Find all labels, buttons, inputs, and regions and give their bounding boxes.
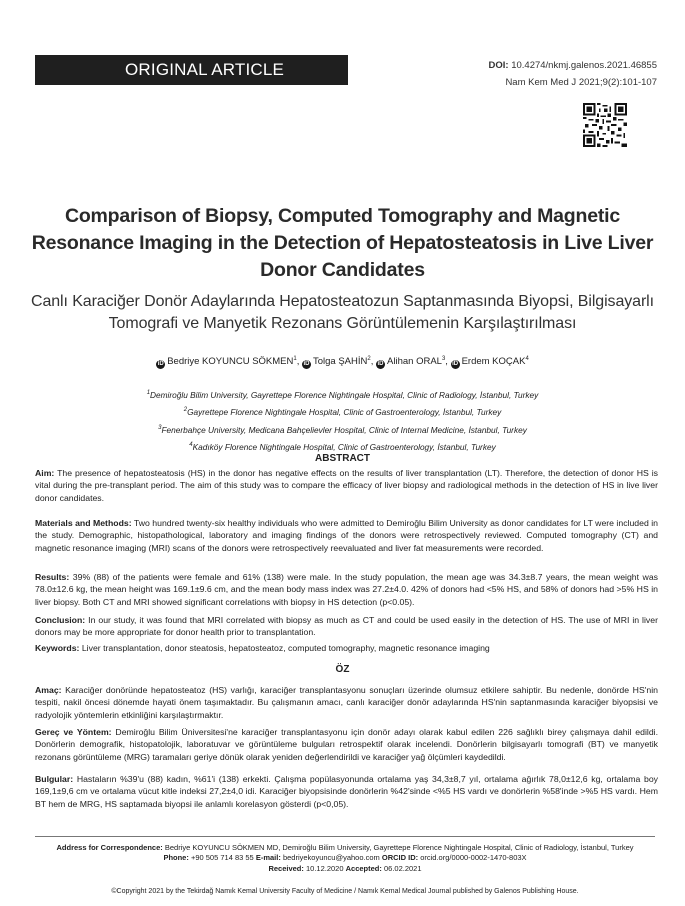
author[interactable]: iD Bedriye KOYUNCU SÖKMEN$^1$: [157, 356, 297, 368]
copyright-notice: ©Copyright 2021 by the Tekirdağ Namık Kemal University Faculty of Medicine / Namık Kemal Medical Journal published by Galenos Publishing House.: [111, 888, 579, 895]
affiliation-list: [30, 386, 655, 455]
affiliation: $^4$Kadıköy Florence Nightingale Hospital, Clinic of Gastroenterology, İstanbul, Turkey: [189, 441, 496, 452]
address: Bedriye KOYUNCU SÖKMEN MD, Demiroğlu Bilim University, Gayrettepe Florence Nightingale Hospital, Clinic of Radiology, İstanbul, Turkey: [164, 843, 634, 852]
address-label: Address for Correspondence:: [56, 843, 163, 852]
article-type-banner: ORIGINAL ARTICLE: [35, 55, 348, 85]
citation: Nam Kem Med J 2021;9(2):101-107: [505, 77, 657, 88]
affiliation: $^1$Demiroğlu Bilim University, Gayrettepe Florence Nightingale Hospital, Clinic of Radiology, İstanbul, Turkey: [146, 389, 539, 400]
author[interactable]: iD Tolga ŞAHİN$^2$: [303, 356, 371, 368]
orcid-icon[interactable]: iD: [157, 361, 164, 368]
accepted-date: 06.02.2021: [383, 863, 422, 873]
affiliation: $^2$Gayrettepe Florence Nightingale Hospital, Clinic of Gastroenterology, İstanbul, Turkey: [183, 407, 502, 418]
phone: +90 505 714 83 55: [190, 853, 254, 863]
abstract-keywords: Keywords: Liver transplantation, donor steatosis, hepatosteatoz, computed tomography, magnetic resonance imaging: [35, 643, 490, 653]
correspondence-block: Address for Correspondence: Bedriye KOYUNCU SÖKMEN MD, Demiroğlu Bilim University, Gayrettepe Florence Nightingale Hospital, Clinic of Radiology, İstanbul, Turkey Phone: +90 505 714 83 55 E-mail: bedriyekoyuncu@yahoo.com ORCID ID: orcid.org/0000-0002-1470-803X Received: 10.12.2020 Accepted: 06.02.2021: [56, 843, 634, 873]
affiliation: $^3$Fenerbahçe University, Medicana Bahçelievler Hospital, Clinic of Internal Medicine, İstanbul, Turkey: [158, 424, 527, 435]
orcid-link[interactable]: orcid.org/0000-0002-1470-803X: [420, 853, 527, 863]
article-subtitle-turkish: Canlı Karaciğer Donör Adaylarında Hepatosteatozun Saptanmasında Biyopsi, Bilgisayarlı Tomografi ve Manyetik Rezonans Görüntülemenin Karşılaştırılması: [31, 293, 654, 332]
author[interactable]: iD Alihan ORAL$^3$: [377, 356, 446, 368]
doi-value[interactable]: 10.4274/nkmj.galenos.2021.46855: [511, 60, 657, 71]
doi-label: DOI:: [488, 60, 509, 71]
abstract-aim: Aim: The presence of hepatosteatosis (HS) in the donor has negative effects on the results of liver transplantation (LT). Therefore, the detection of donor HS is vital during the pre-transplant period. The aim of this study was to compare the efficacy of liver biopsy and radiological methods in the detection of HS in live liver donor candidates.: [35, 468, 658, 503]
abstract-conclusion: Conclusion: In our study, it was found that MRI correlated with biopsy as much as CT and could be used easily in the detection of HS. The use of MRI in liver donors may be more appropriate for donor health prior to transplantation.: [35, 615, 658, 638]
abstract-methods: Materials and Methods: Two hundred twenty-six healthy individuals who were admitted to Demiroğlu Bilim University as donor candidates for LT were included in the study. Demographic, histopathological, laboratory and imaging findings of the donors were retrospectively reviewed. Computed tomography (CT) and magnetic resonance imaging (MRI) scans of the donors were retrospectively reevaluated and liver fat measurements were recorded.: [35, 518, 658, 553]
abstract-results: Results: 39% (88) of the patients were female and 61% (138) were male. In the study population, the mean age was 34.3±8.7 years, the mean weight was 78.0±12.6 kg, the mean height was 169.1±9.6 cm, and the mean body mass index was 27.2±4.0. 42% of donors had <5% HS, and 58% of donors had >5% HS in liver biopsy. Both CT and MRI showed significant correlations with biopsy in HS detection (p<0.05).: [35, 572, 658, 607]
oz-heading: ÖZ: [335, 664, 350, 675]
author[interactable]: iD Erdem KOÇAK$^4$: [452, 356, 529, 368]
oz-amac: Amaç: Karaciğer donöründe hepatosteatoz (HS) varlığı, karaciğer transplantasyonu sonuçları üzerinde olumsuz etkilere sahiptir. Bu nedenle, donörde HS'nin tespiti, nakil öncesi dönemde hayati önem taşımaktadır. Bu çalışmanın amacı, canlı karaciğer donör adaylarında HS'nin saptanmasında karaciğer biyopsisi ve radyolojik yöntemlerin etkinliğini karşılaştırmaktır.: [35, 685, 658, 720]
article-title: Comparison of Biopsy, Computed Tomography and Magnetic Resonance Imaging in the Detection of Hepatosteatosis in Live Liver Donor Candidates: [31, 205, 654, 281]
orcid-icon[interactable]: iD: [303, 361, 310, 368]
qr-code-icon: [583, 103, 627, 147]
email-link[interactable]: bedriyekoyuncu@yahoo.com: [282, 853, 380, 863]
orcid-icon[interactable]: iD: [377, 361, 384, 368]
author-list: iD Bedriye KOYUNCU SÖKMEN$^1$, iD Tolga ŞAHİN$^2$, iD Alihan ORAL$^3$, iD Erdem KOÇAK$^4$: [157, 356, 529, 368]
oz-gerec: Gereç ve Yöntem: Demiroğlu Bilim Üniversitesi'ne karaciğer transplantasyonu için donör adayı olarak kabul edilen 226 sağlıklı birey çalışmaya dahil edildi. Donörlerin demografik, histopatolojik, laboratuvar ve görüntüleme bulguları retrospektif olarak incelendi. Donörlerin bilgisayarlı tomografi (BT) ve manyetik rezonans görüntüleme (MRG) taramaları geriye dönük olarak yeniden değerlendirildi ve karaciğer yağ ölçümleri kaydedildi.: [35, 727, 659, 762]
received-date: 10.12.2020: [305, 863, 344, 873]
orcid-icon[interactable]: iD: [452, 361, 459, 368]
abstract-heading: ABSTRACT: [315, 453, 370, 464]
footer-divider: [35, 836, 655, 837]
oz-bulgular: Bulgular: Hastaların %39'u (88) kadın, %61'i (138) erkekti. Çalışma popülasyonunda ortalama yaş 34,3±8,7 yıl, ortalama ağırlık 78,0±12,6 kg, ortalama boy 169,1±9,6 cm ve ortalama vücut kitle indeksi 27,2±4,0 idi. Karaciğer biyopsisinde donörlerin %42'sinde <%5 HS vardı ve donörlerin %58'inde >%5 HS vardı. Hem BT hem de MRG, HS saptamada biyopsi ile anlamlı korelasyon gösterdi (p<0,05).: [35, 774, 658, 809]
doi-block: [489, 57, 658, 91]
